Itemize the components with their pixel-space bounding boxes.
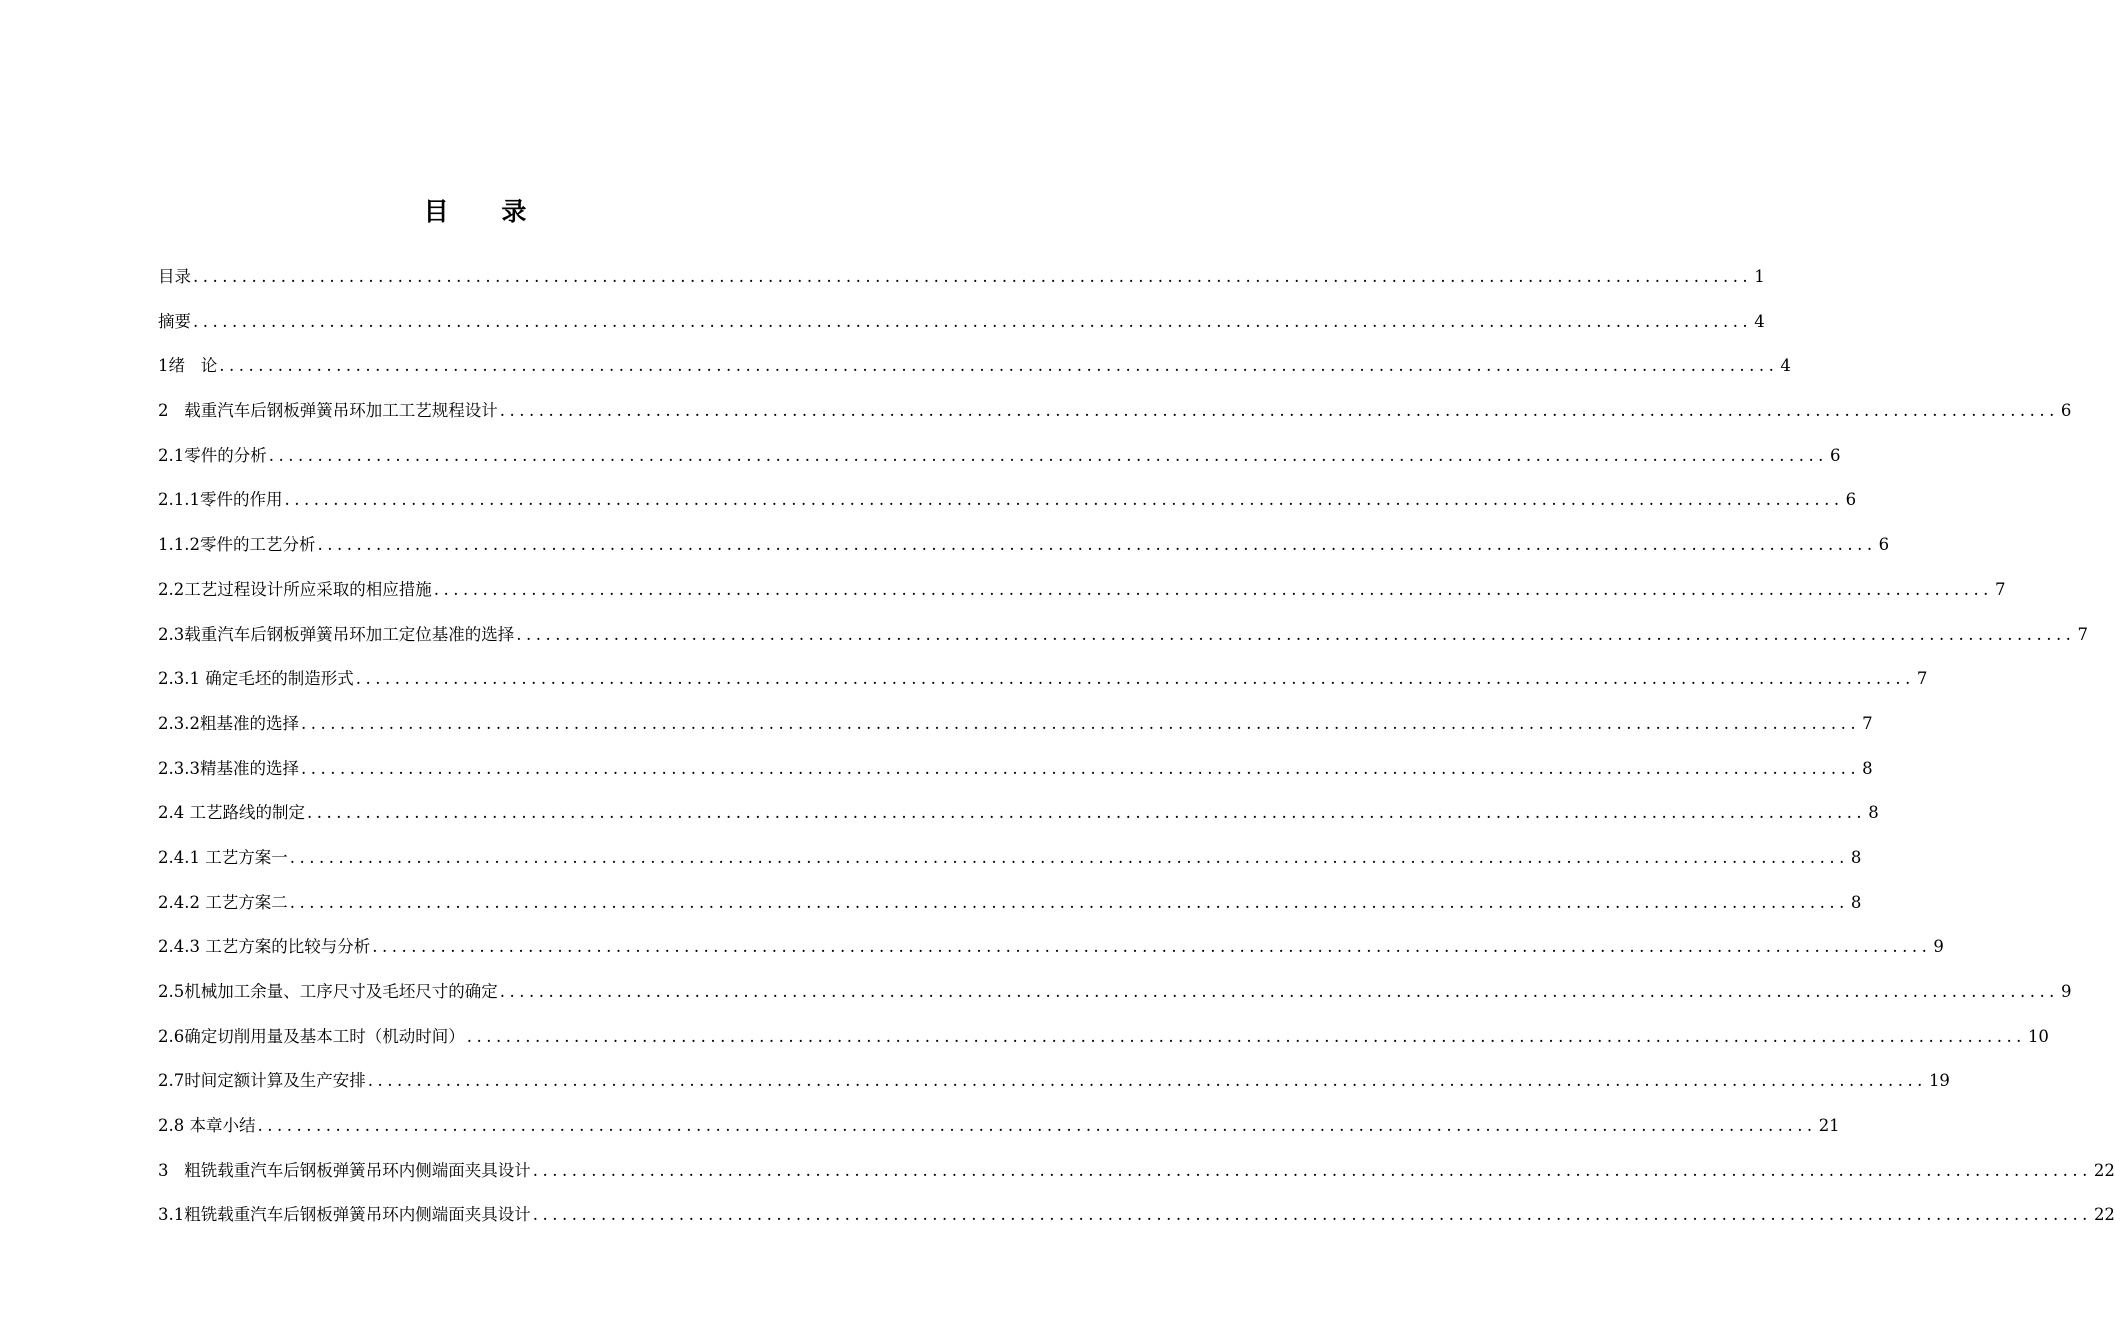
toc-entry-label: 2.3.1 确定毛坯的制造形式 — [158, 669, 354, 689]
toc-entry-page: 4 — [1754, 311, 1765, 331]
toc-entry[interactable] — [158, 889, 1862, 934]
toc-entry-page: 9 — [2060, 982, 2072, 1001]
toc-entry[interactable] — [158, 442, 1841, 487]
toc-entry[interactable] — [158, 397, 2072, 442]
table-of-contents — [158, 263, 2115, 1246]
toc-entry-page: 1 — [1754, 267, 1765, 286]
toc-entry-page: 9 — [1933, 937, 1944, 957]
toc-dot-leader: ................................................................................................................................................................ — [466, 1026, 2026, 1046]
toc-entry-page: 7 — [1862, 713, 1873, 733]
toc-entry-label: 2.1零件的分析 — [158, 445, 267, 465]
toc-dot-leader: ................................................................................................................................................................ — [516, 624, 2076, 644]
toc-entry-label: 2.4 工艺路线的制定 — [158, 803, 305, 823]
toc-dot-leader: ................................................................................................................................................................ — [289, 847, 1849, 867]
toc-dot-leader: ................................................................................................................................................................ — [193, 311, 1753, 331]
toc-entry-label: 2.3.2粗基准的选择 — [158, 713, 299, 733]
toc-entry-label: 2.7时间定额计算及生产安排 — [158, 1071, 366, 1091]
toc-entry-label: 2.4.1 工艺方案一 — [158, 847, 288, 867]
toc-entry-label: 1.1.2零件的工艺分析 — [158, 535, 316, 555]
toc-dot-leader: ................................................................................................................................................................ — [307, 803, 1867, 823]
toc-entry[interactable] — [158, 308, 1765, 353]
toc-entry-label: 2.5机械加工余量、工序尺寸及毛坯尺寸的确定 — [158, 982, 498, 1001]
toc-entry[interactable] — [158, 1157, 2115, 1202]
toc-entry[interactable] — [158, 1023, 2049, 1068]
toc-entry[interactable] — [158, 621, 2088, 666]
toc-entry-page: 21 — [1818, 1116, 1840, 1136]
toc-dot-leader: ................................................................................................................................................................ — [317, 535, 1877, 555]
toc-entry-page: 6 — [2060, 401, 2072, 421]
toc-dot-leader: ................................................................................................................................................................ — [499, 401, 2059, 421]
toc-dot-leader: ................................................................................................................................................................ — [300, 758, 1861, 778]
toc-entry-label: 2.1.1零件的作用 — [158, 490, 283, 510]
toc-dot-leader: ................................................................................................................................................................ — [268, 445, 1828, 465]
toc-dot-leader: ................................................................................................................................................................ — [257, 1116, 1817, 1136]
toc-entry-page: 6 — [1845, 490, 1857, 510]
toc-entry-label: 2.3载重汽车后钢板弹簧吊环加工定位基准的选择 — [158, 624, 515, 644]
toc-entry[interactable] — [158, 844, 1862, 889]
toc-entry[interactable] — [158, 263, 1765, 308]
toc-entry-label: 3 粗铣载重汽车后钢板弹簧吊环内侧端面夹具设计 — [158, 1160, 531, 1180]
toc-entry[interactable] — [158, 799, 1879, 844]
toc-entry-page: 7 — [2077, 624, 2088, 644]
toc-dot-leader: ................................................................................................................................................................ — [532, 1205, 2092, 1225]
toc-dot-leader: ................................................................................................................................................................ — [372, 937, 1932, 957]
toc-entry-label: 2.3.3精基准的选择 — [158, 758, 299, 778]
toc-entry-page: 22 — [2093, 1205, 2115, 1225]
toc-entry-label: 2.4.3 工艺方案的比较与分析 — [158, 937, 371, 957]
toc-dot-leader: ................................................................................................................................................................ — [289, 892, 1849, 912]
toc-entry-page: 7 — [1994, 579, 2006, 599]
toc-entry-label: 2.4.2 工艺方案二 — [158, 892, 288, 912]
toc-dot-leader: ................................................................................................................................................................ — [433, 579, 1993, 599]
page-title: 目 录 — [423, 197, 549, 226]
toc-entry[interactable] — [158, 531, 1890, 576]
toc-entry[interactable] — [158, 755, 1873, 800]
toc-entry[interactable] — [158, 576, 2006, 621]
toc-entry-label: 摘要 — [158, 311, 191, 331]
toc-entry-label: 目录 — [158, 267, 191, 286]
toc-dot-leader: ................................................................................................................................................................ — [219, 356, 1779, 376]
toc-entry-label: 2.8 本章小结 — [158, 1116, 256, 1136]
toc-dot-leader: ................................................................................................................................................................ — [284, 490, 1844, 510]
toc-entry-page: 6 — [1878, 535, 1890, 555]
toc-dot-leader: ................................................................................................................................................................ — [193, 267, 1753, 286]
toc-dot-leader: ................................................................................................................................................................ — [300, 713, 1861, 733]
toc-entry-label: 2 载重汽车后钢板弹簧吊环加工工艺规程设计 — [158, 401, 498, 421]
toc-entry[interactable] — [158, 933, 1944, 978]
toc-entry-label: 2.6确定切削用量及基本工时（机动时间） — [158, 1026, 465, 1046]
toc-entry-page: 7 — [1916, 669, 1928, 689]
toc-entry-label: 2.2工艺过程设计所应采取的相应措施 — [158, 579, 432, 599]
toc-entry-label: 3.1粗铣载重汽车后钢板弹簧吊环内侧端面夹具设计 — [158, 1205, 531, 1225]
toc-entry-page: 22 — [2093, 1160, 2115, 1180]
toc-dot-leader: ................................................................................................................................................................ — [532, 1160, 2092, 1180]
toc-dot-leader: ................................................................................................................................................................ — [355, 669, 1915, 689]
toc-entry-page: 8 — [1862, 758, 1873, 778]
toc-entry[interactable] — [158, 1067, 1950, 1112]
toc-entry[interactable] — [158, 352, 1791, 397]
toc-entry-page: 8 — [1850, 892, 1862, 912]
toc-entry[interactable] — [158, 978, 2072, 1023]
toc-entry-label: 1绪 论 — [158, 356, 218, 376]
toc-entry[interactable] — [158, 665, 1928, 710]
toc-entry-page: 4 — [1780, 356, 1791, 376]
toc-entry-page: 19 — [1928, 1071, 1950, 1091]
toc-entry-page: 8 — [1868, 803, 1879, 823]
toc-dot-leader: ................................................................................................................................................................ — [499, 982, 2059, 1001]
toc-entry[interactable] — [158, 1201, 2115, 1246]
toc-entry[interactable] — [158, 486, 1857, 531]
toc-entry-page: 8 — [1850, 847, 1862, 867]
toc-entry-page: 10 — [2027, 1026, 2049, 1046]
toc-entry[interactable] — [158, 710, 1873, 755]
toc-dot-leader: ................................................................................................................................................................ — [367, 1071, 1927, 1091]
toc-entry-page: 6 — [1829, 445, 1841, 465]
toc-entry[interactable] — [158, 1112, 1840, 1157]
